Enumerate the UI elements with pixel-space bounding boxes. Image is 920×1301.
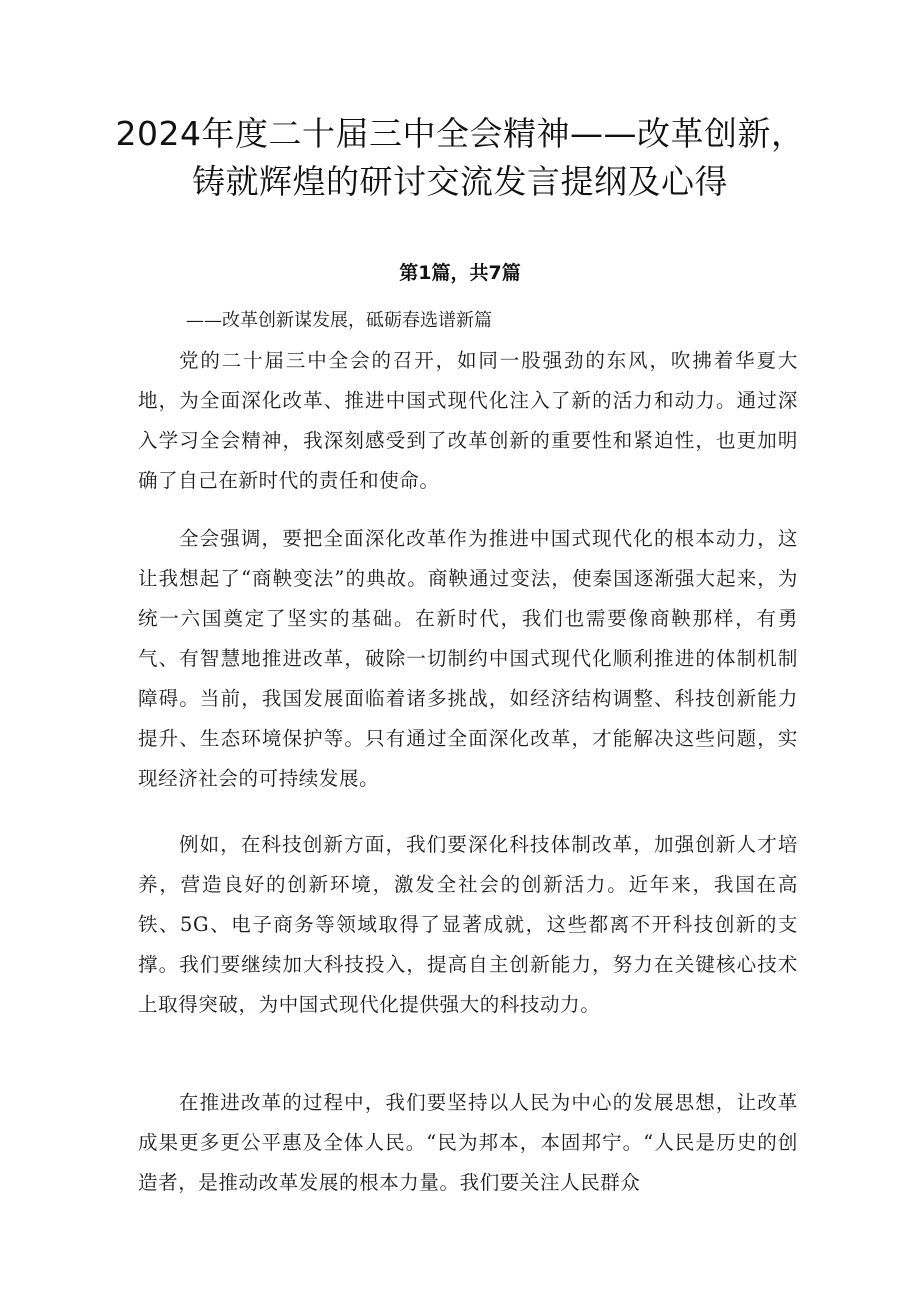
section-heading: 第1篇，共7篇: [399, 262, 521, 284]
document-title: 2024年度二十届三中全会精神——改革创新，铸就辉煌的研讨交流发言提纲及心得: [115, 114, 805, 201]
paragraph-2: 全会强调，要把全面深化改革作为推进中国式现代化的根本动力，这让我想起了“商鞅变法”的典故。商鞅通过变法，使秦国逐渐强大起来，为统一六国奠定了坚实的基础。在新时代，我们也需要像商鞅那样，有勇气、有智慧地推进改革，破除一切制约中国式现代化顺利推进的体制机制障碍。当前，我国发展面临着诸多挑战，如经济结构调整、科技创新能力提升、生态环境保护等。只有通过全面深化改革，才能解决这些问题，实现经济社会的可持续发展。: [138, 527, 798, 790]
paragraph-3: 例如，在科技创新方面，我们要深化科技体制改革，加强创新人才培养，营造良好的创新环境，激发全社会的创新活力。近年来，我国在高铁、5G、电子商务等领域取得了显著成就，这些都离不开科技创新的支撑。我们要继续加大科技投入，提高自主创新能力，努力在关键核心技术上取得突破，为中国式现代化提供强大的科技动力。: [138, 833, 798, 1016]
paragraph-4: 在推进改革的过程中，我们要坚持以人民为中心的发展思想，让改革成果更多更公平惠及全体人民。“民为邦本，本固邦宁。“人民是历史的创造者，是推动改革发展的根本力量。我们要关注人民群众: [138, 1091, 798, 1194]
section-subtitle: ——改革创新谋发展，砥砺春选谱新篇: [186, 310, 492, 331]
paragraph-1: 党的二十届三中全会的召开，如同一股强劲的东风，吹拂着华夏大地，为全面深化改革、推进中国式现代化注入了新的活力和动力。通过深入学习全会精神，我深刻感受到了改革创新的重要性和紧迫性，也更加明确了自己在新时代的责任和使命。: [138, 349, 798, 492]
